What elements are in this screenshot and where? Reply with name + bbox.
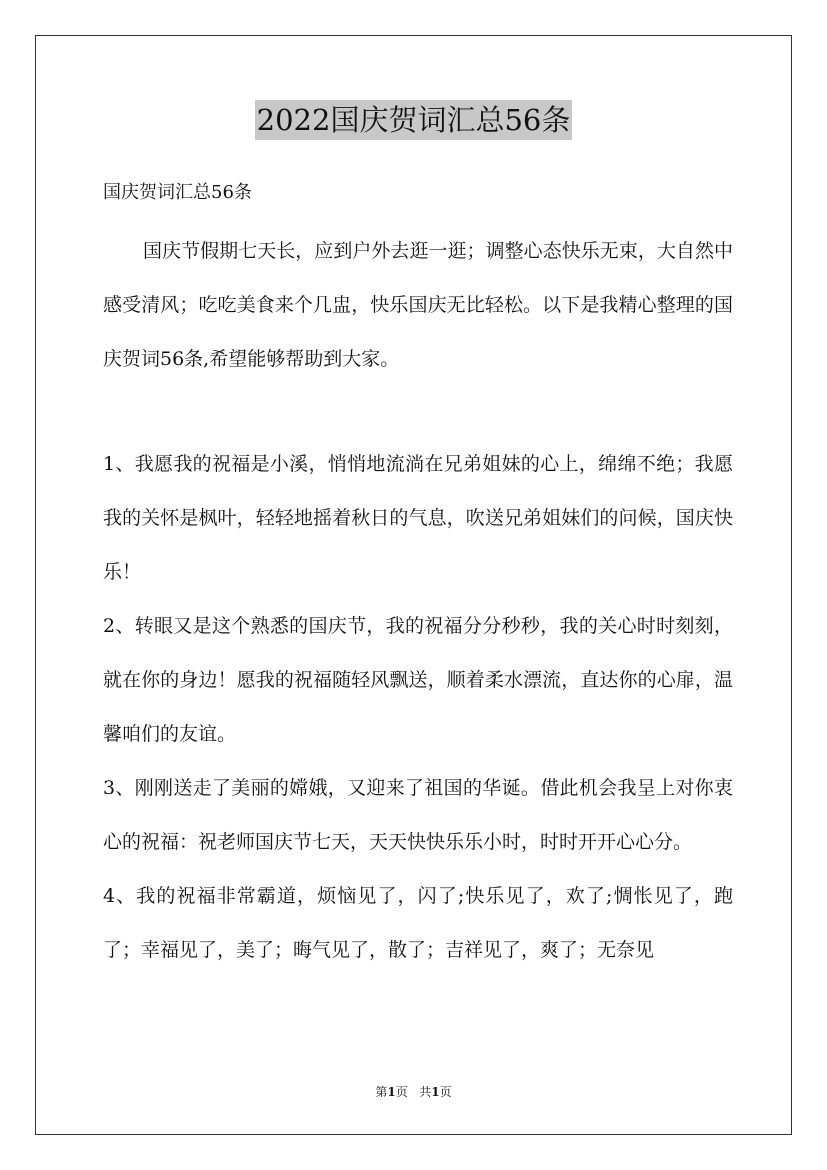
intro-text: 国庆节假期七天长，应到户外去逛一逛；调整心态快乐无束，大自然中感受清风；吃吃美食来个几盅，快乐国庆无比轻松。以下是我精心整理的国庆贺词56条,希望能够帮助到大家。 [103,240,733,370]
page-suffix: 页 [395,1085,408,1099]
wishes-list [103,437,733,977]
title-container [0,100,827,140]
document-subtitle: 国庆贺词汇总56条 [103,182,252,203]
total-suffix: 页 [439,1085,452,1099]
page-prefix: 第 [375,1085,388,1099]
total-prefix: 共 [419,1085,432,1099]
wish-item-3: 3、刚刚送走了美丽的嫦娥，又迎来了祖国的华诞。借此机会我呈上对你衷心的祝福：祝老师国庆节七天，天天快快乐乐小时，时时开开心心分。 [103,777,733,853]
page-footer [0,1083,827,1101]
wish-item-4: 4、我的祝福非常霸道，烦恼见了，闪了;快乐见了，欢了;惆怅见了，跑了；幸福见了，美了；晦气见了，散了；吉祥见了，爽了；无奈见 [103,885,733,961]
intro-paragraph [103,224,733,386]
total-pages: 1 [431,1085,440,1099]
wish-item-1: 1、我愿我的祝福是小溪，悄悄地流淌在兄弟姐妹的心上，绵绵不绝；我愿我的关怀是枫叶，轻轻地摇着秋日的气息，吹送兄弟姐妹们的问候，国庆快乐！ [103,453,733,583]
page-number: 1 [387,1085,396,1099]
document-title: 2022国庆贺词汇总56条 [255,100,573,140]
wish-item-2: 2、转眼又是这个熟悉的国庆节，我的祝福分分秒秒，我的关心时时刻刻，就在你的身边！愿我的祝福随轻风飘送，顺着柔水漂流，直达你的心扉，温馨咱们的友谊。 [103,615,733,745]
